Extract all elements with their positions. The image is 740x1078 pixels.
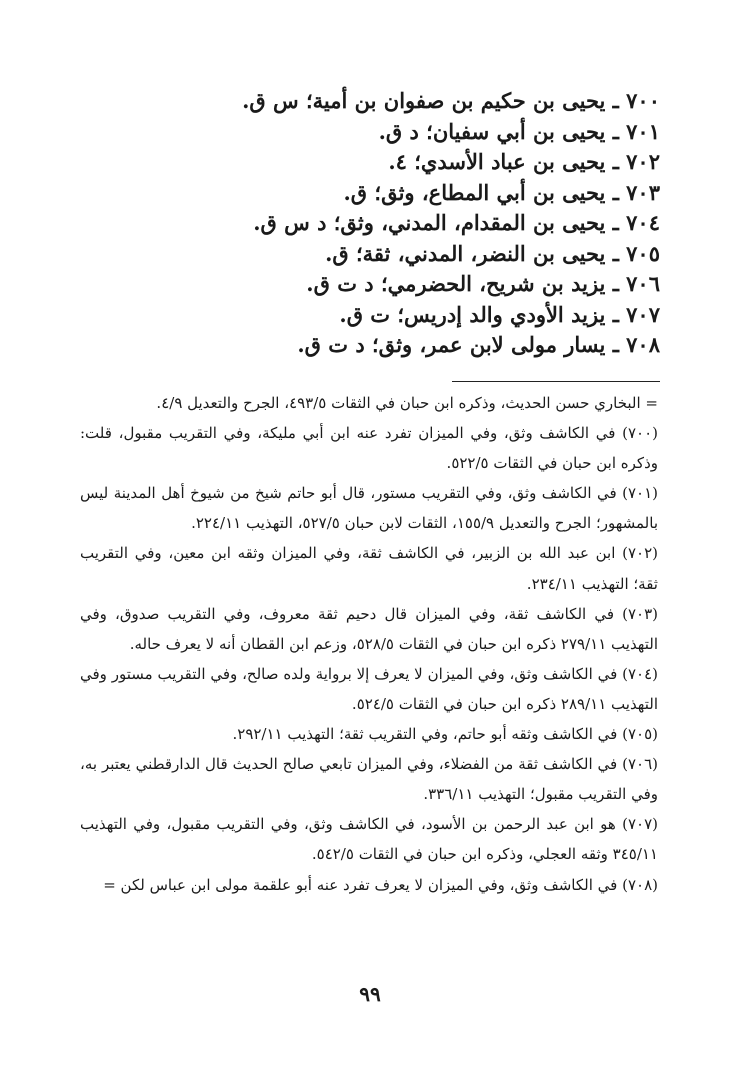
- entry-list: [100, 86, 660, 361]
- footnote-703: (٧٠٣) في الكاشف ثقة، وفي الميزان قال دحيم ثقة معروف، وفي التقريب صدوق، وفي التهذيب ٢٧٩/١١ ذكره ابن حبان في الثقات ٥٢٨/٥، وزعم ابن القطان أنه لا يعرف حاله.: [80, 604, 658, 653]
- entry-708: ٧٠٨ ـ يسار مولى لابن عمر، وثق؛ د ت ق.: [297, 332, 660, 357]
- footnote-list: [80, 388, 658, 900]
- entry-703: ٧٠٣ ـ يحيى بن أبي المطاع، وثق؛ ق.: [343, 179, 660, 205]
- footnote-707: (٧٠٧) هو ابن عبد الرحمن بن الأسود، في الكاشف وثق، وفي التقريب مقبول، وفي التهذيب ٣٤٥/١١ وثقه العجلي، وذكره ابن حبان في الثقات ٥٤٢/٥.: [80, 815, 658, 864]
- footnote-708: (٧٠٨) في الكاشف وثق، وفي الميزان لا يعرف تفرد عنه أبو علقمة مولى ابن عباس لكن =: [103, 875, 658, 894]
- entry-701: ٧٠١ ـ يحيى بن أبي سفيان؛ د ق.: [378, 118, 660, 144]
- footnote-706: (٧٠٦) في الكاشف ثقة من الفضلاء، وفي الميزان تابعي صالح الحديث قال الدارقطني يعتبر به، وفي التقريب مقبول؛ التهذيب ٣٣٦/١١.: [80, 755, 658, 804]
- footnote-704: (٧٠٤) في الكاشف وثق، وفي الميزان لا يعرف إلا برواية ولده صالح، وفي التقريب مستور وفي التهذيب ٢٨٩/١١ ذكره ابن حبان في الثقات ٥٢٤/٥.: [80, 664, 658, 713]
- footnote-separator: [452, 381, 660, 382]
- entry-707: ٧٠٧ ـ يزيد الأودي والد إدريس؛ ت ق.: [339, 301, 660, 327]
- entry-706: ٧٠٦ ـ يزيد بن شريح، الحضرمي؛ د ت ق.: [306, 271, 660, 296]
- page-number: ٩٩: [359, 982, 381, 1006]
- footnote-705: (٧٠٥) في الكاشف وثقه أبو حاتم، وفي التقريب ثقة؛ التهذيب ٢٩٢/١١.: [232, 725, 658, 744]
- footnote-700: (٧٠٠) في الكاشف وثق، وفي الميزان تفرد عنه ابن أبي مليكة، وفي التقريب مقبول، قلت: وذكره ابن حبان في الثقات ٥٢٢/٥.: [80, 424, 658, 473]
- entry-704: ٧٠٤ ـ يحيى بن المقدام، المدني، وثق؛ د س ق.: [253, 210, 660, 235]
- entry-702: ٧٠٢ ـ يحيى بن عباد الأسدي؛ ٤.: [388, 149, 660, 174]
- entry-700: ٧٠٠ ـ يحيى بن حكيم بن صفوان بن أمية؛ س ق.: [242, 88, 660, 113]
- entry-705: ٧٠٥ ـ يحيى بن النضر، المدني، ثقة؛ ق.: [325, 240, 660, 266]
- footnote-702: (٧٠٢) ابن عبد الله بن الزبير، في الكاشف ثقة، وفي الميزان وثقه ابن معين، وفي التقريب ثقة؛ التهذيب ٢٣٤/١١.: [80, 544, 658, 593]
- footnote-continuation: = البخاري حسن الحديث، وذكره ابن حبان في الثقات ٤٩٣/٥، الجرح والتعديل ٤/٩.: [156, 394, 658, 412]
- footnote-701: (٧٠١) في الكاشف وثق، وفي التقريب مستور، قال أبو حاتم شيخ من شيوخ أهل المدينة ليس بالمشهور؛ الجرح والتعديل ١٥٥/٩، الثقات لابن حبان ٥٢٧/٥، التهذيب ٢٢٤/١١.: [80, 484, 658, 533]
